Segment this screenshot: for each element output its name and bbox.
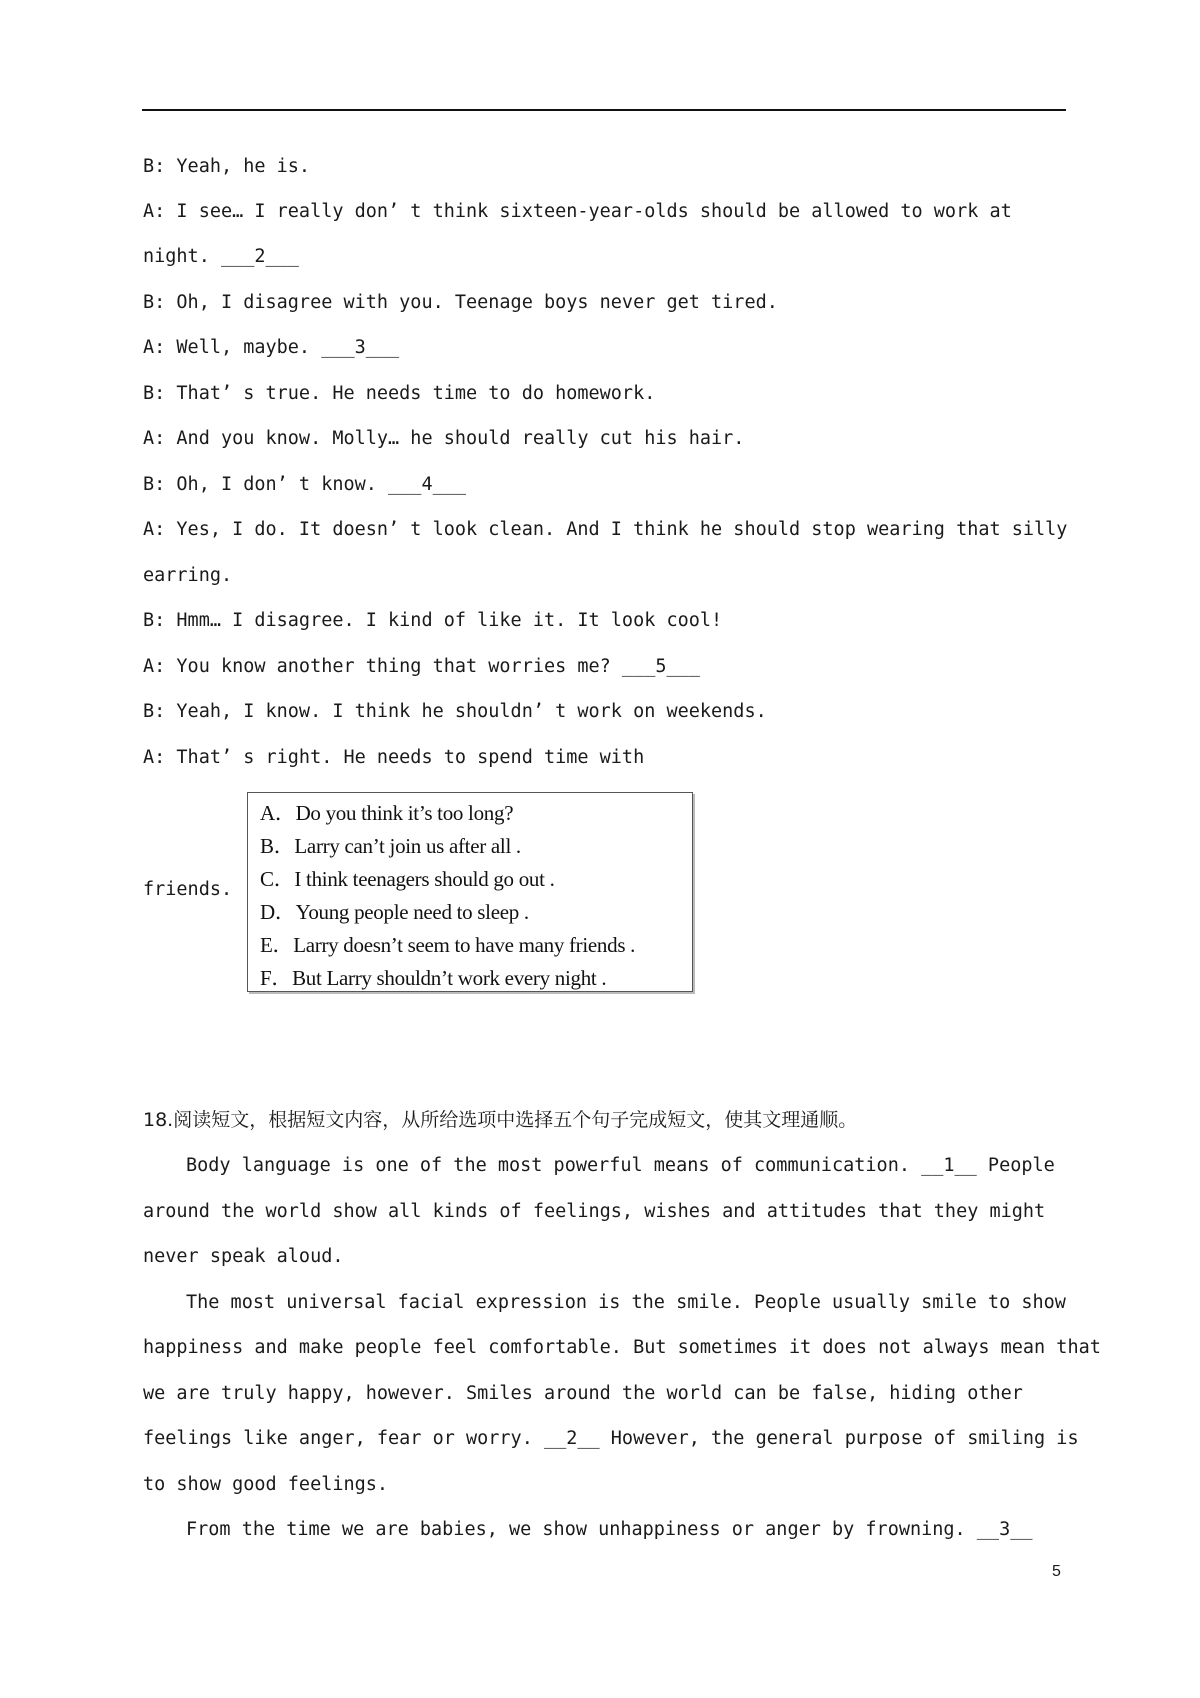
header-rule (142, 109, 1066, 111)
dialogue-line: night. ___2___ (143, 246, 299, 267)
dialogue-line: B: Oh, I disagree with you. Teenage boys never get tired. (143, 292, 778, 313)
passage-line: From the time we are babies, we show unhappiness or anger by frowning. __3__ (186, 1519, 1033, 1540)
option-c: C．I think teenagers should go out . (260, 867, 555, 891)
dialogue-line: B: Oh, I don’ t know. ___4___ (143, 474, 467, 495)
passage-line: Body language is one of the most powerful means of communication. __1__ People (186, 1155, 1055, 1176)
option-e: E．Larry doesn’t seem to have many friends . (260, 933, 636, 957)
dialogue-line: B: That’ s true. He needs time to do homework. (143, 383, 656, 404)
passage-line: never speak aloud. (143, 1246, 344, 1267)
dialogue-line: B: Yeah, he is. (143, 156, 311, 177)
dialogue-line: friends. (143, 879, 233, 900)
page-number: 5 (1052, 1563, 1061, 1580)
dialogue-line: A: I see… I really don’ t think sixteen-year-olds should be allowed to work at (143, 201, 1012, 222)
dialogue-line: A: And you know. Molly… he should really cut his hair. (143, 428, 745, 449)
passage-line: we are truly happy, however. Smiles around the world can be false, hiding other (143, 1383, 1023, 1404)
dialogue-line: A: That’ s right. He needs to spend time with (143, 747, 645, 768)
dialogue-line: A: Yes, I do. It doesn’ t look clean. And I think he should stop wearing that silly (143, 519, 1068, 540)
question-18-instruction: 18.阅读短文，根据短文内容，从所给选项中选择五个句子完成短文，使其文理通顺。 (143, 1109, 858, 1131)
passage-line: happiness and make people feel comfortable. But sometimes it does not always mean that (143, 1337, 1101, 1358)
option-d: D．Young people need to sleep . (260, 900, 529, 924)
passage-line: feelings like anger, fear or worry. __2__ However, the general purpose of smiling is (143, 1428, 1079, 1449)
option-a: A．Do you think it’s too long? (260, 801, 514, 825)
dialogue-line: A: Well, maybe. ___3___ (143, 337, 400, 358)
options-box (247, 792, 693, 992)
passage-line: to show good feelings. (143, 1474, 389, 1495)
dialogue-line: earring. (143, 565, 233, 586)
dialogue-line: A: You know another thing that worries me? ___5___ (143, 656, 700, 677)
passage-line: The most universal facial expression is the smile. People usually smile to show (186, 1292, 1066, 1313)
option-f: F．But Larry shouldn’t work every night . (260, 966, 607, 990)
dialogue-line: B: Hmm… I disagree. I kind of like it. It look cool! (143, 610, 723, 631)
option-b: B．Larry can’t join us after all . (260, 834, 521, 858)
dialogue-line: B: Yeah, I know. I think he shouldn’ t work on weekends. (143, 701, 767, 722)
passage-line: around the world show all kinds of feelings, wishes and attitudes that they might (143, 1201, 1046, 1222)
